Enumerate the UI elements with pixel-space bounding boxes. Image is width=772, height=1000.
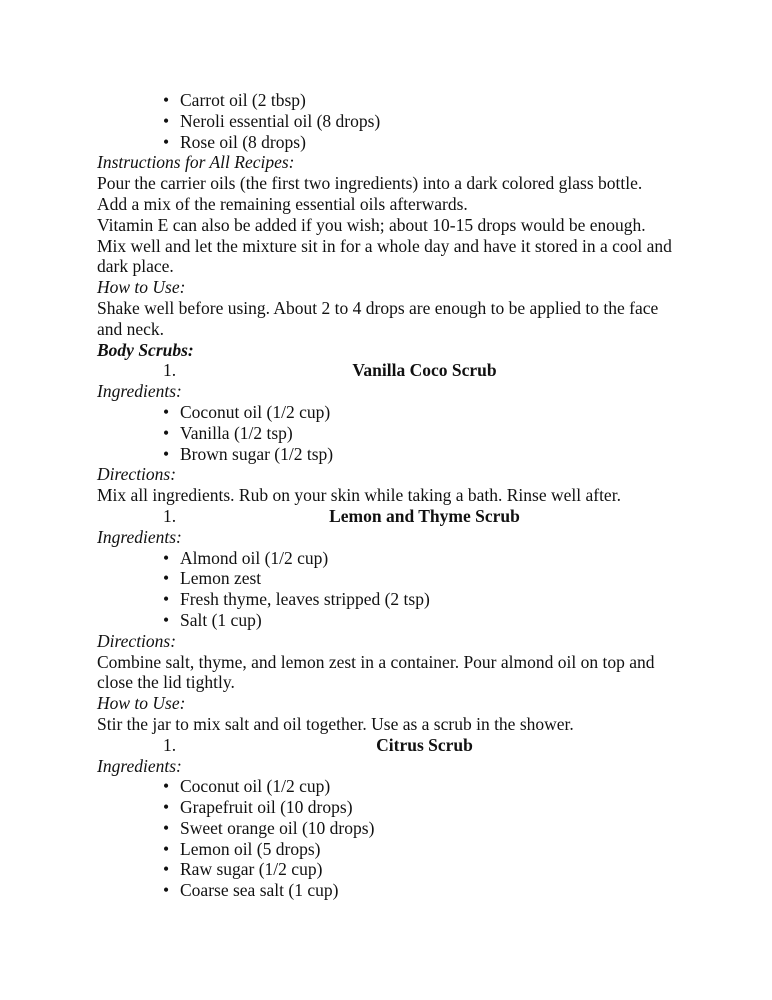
recipe-title: Lemon and Thyme Scrub [329,505,520,526]
list-item: • Rose oil (8 drops) [97,132,677,153]
ingredient-list [97,776,677,901]
recipe-number: 1. [163,360,177,381]
how-to-use-text: Shake well before using. About 2 to 4 drops are enough to be applied to the face and neck. [97,297,659,339]
how-to-use-heading: How to Use: [97,693,186,714]
list-item: • Vanilla (1/2 tsp) [97,423,677,444]
list-item: • Lemon zest [97,568,677,589]
list-item: • Sweet orange oil (10 drops) [97,818,677,839]
instructions-line: Pour the carrier oils (the first two ingredients) into a dark colored glass bottle. [97,173,643,194]
recipe-title-row [97,360,677,381]
ingredients-heading: Ingredients: [97,755,182,776]
list-item: • Salt (1 cup) [97,610,677,631]
recipe-title: Vanilla Coco Scrub [352,360,497,381]
list-item: • Fresh thyme, leaves stripped (2 tsp) [97,589,677,610]
body-scrubs-heading: Body Scrubs: [97,339,194,360]
directions-heading: Directions: [97,630,177,651]
intro-ingredient-list [97,90,677,152]
recipe-number: 1. [163,505,177,526]
list-item: • Brown sugar (1/2 tsp) [97,444,677,465]
list-item: • Raw sugar (1/2 cup) [97,859,677,880]
list-item: • Coconut oil (1/2 cup) [97,776,677,797]
directions-text: Combine salt, thyme, and lemon zest in a container. Pour almond oil on top and close the lid tightly. [97,651,655,693]
list-item: • Carrot oil (2 tbsp) [97,90,677,111]
list-item: • Grapefruit oil (10 drops) [97,797,677,818]
instructions-heading: Instructions for All Recipes: [97,152,295,173]
how-to-use-text: Stir the jar to mix salt and oil together. Use as a scrub in the shower. [97,713,574,734]
list-item: • Coconut oil (1/2 cup) [97,402,677,423]
instructions-line: Vitamin E can also be added if you wish; about 10-15 drops would be enough. [97,214,646,235]
recipe-title: Citrus Scrub [376,734,473,755]
instructions-line: Mix well and let the mixture sit in for a whole day and have it stored in a cool and dark place. [97,235,672,277]
list-item: • Neroli essential oil (8 drops) [97,111,677,132]
ingredient-list [97,548,677,631]
instructions-line: Add a mix of the remaining essential oils afterwards. [97,193,468,214]
how-to-use-heading: How to Use: [97,277,186,298]
recipe-title-row [97,506,677,527]
recipe-title-row [97,735,677,756]
list-item: • Coarse sea salt (1 cup) [97,880,677,901]
directions-heading: Directions: [97,464,177,485]
ingredients-heading: Ingredients: [97,526,182,547]
list-item: • Almond oil (1/2 cup) [97,548,677,569]
list-item: • Lemon oil (5 drops) [97,839,677,860]
directions-text: Mix all ingredients. Rub on your skin while taking a bath. Rinse well after. [97,485,621,506]
ingredient-list [97,402,677,464]
recipe-number: 1. [163,734,177,755]
ingredients-heading: Ingredients: [97,381,182,402]
